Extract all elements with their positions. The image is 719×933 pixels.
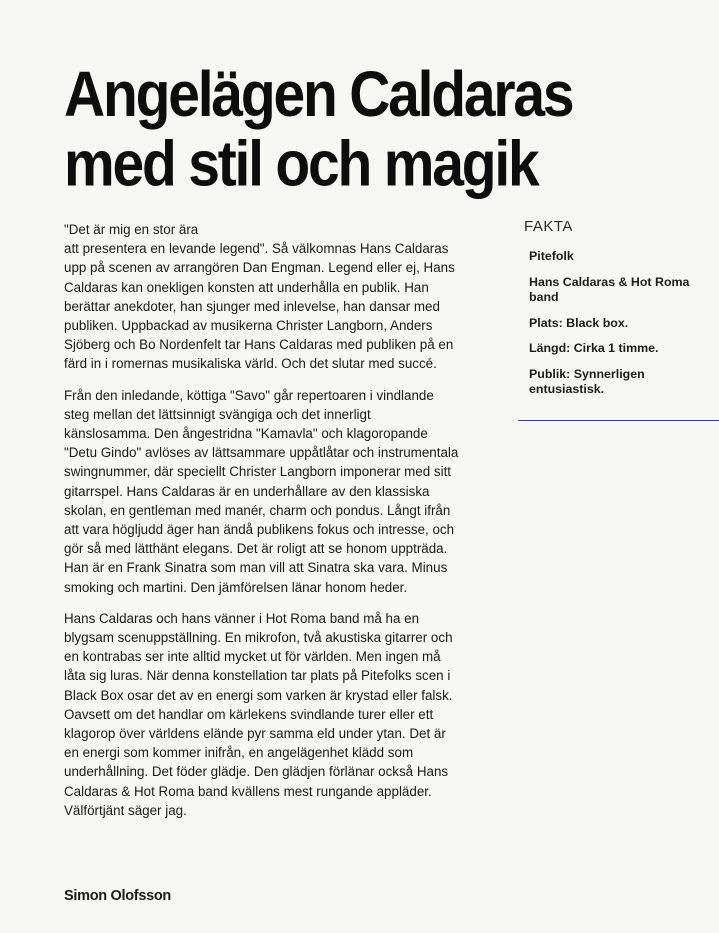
- text-line: publiken. Uppbackad av musikerna Christer Langborn, Anders: [64, 318, 433, 334]
- paragraph-2: [64, 386, 496, 597]
- fakta-item-venue: Plats: Black box.: [529, 315, 629, 330]
- text-line: blygsam scenuppställning. En mikrofon, två akustiska gitarrer och: [64, 630, 453, 646]
- headline-line-1: Angelägen Caldaras: [64, 58, 573, 131]
- fakta-item-audience: Publik: Synnerligen entusiastisk.: [529, 366, 645, 396]
- text-line: skolan, en gentleman med manér, charm och pondus. Långt ifrån: [64, 502, 451, 518]
- text-line: att presentera en levande legend". Så välkomnas Hans Caldaras: [64, 241, 449, 257]
- text-line: en kontrabas ser inte alltid mycket ut för världen. Men ingen må: [64, 649, 441, 665]
- text-line: låta sig luras. När denna konstellation tar plats på Pitefolks scen i: [64, 668, 451, 684]
- text-line: Välförtjänt säger jag.: [64, 802, 187, 818]
- text-line: berättar anekdoter, han sjunger med inlevelse, han dansar med: [64, 298, 440, 314]
- text-line: Han är en Frank Sinatra som man vill att Sinatra ska vara. Minus: [64, 560, 448, 576]
- headline-line-2: med stil och magik: [64, 128, 538, 200]
- text-line: Från den inledande, köttiga "Savo" går repertoaren i vindlande: [64, 387, 434, 403]
- text-line: Hans Caldaras och hans vänner i Hot Roma band må ha en: [64, 610, 420, 626]
- fakta-item-performer: Hans Caldaras & Hot Roma band: [529, 274, 690, 304]
- text-line: Sjöberg och Bo Nordenfelt tar Hans Caldaras med publiken på en: [64, 337, 454, 353]
- text-line: swingnummer, där speciellt Christer Langborn imponerar med sitt: [64, 464, 452, 480]
- fakta-list: [529, 249, 719, 398]
- text-line: Caldaras & Hot Roma band kvällens mest rungande appläder.: [64, 783, 432, 799]
- text-line: upp på scenen av arrangören Dan Engman. Legend eller ej, Hans: [64, 260, 455, 276]
- fakta-box: [518, 218, 719, 408]
- text-line: att vara högljudd äger han ändå publikens fokus och intresse, och: [64, 522, 455, 538]
- article-body: [64, 220, 496, 832]
- headline: [64, 60, 584, 199]
- text-line: "Detu Gindo" avlöses av lättsammare uppåtlåtar och instrumentala: [64, 445, 459, 461]
- text-line: känslosamma. Den ångestridna "Kamavla" och klagoropande: [64, 426, 428, 442]
- text-line: "Det är mig en stor ära: [64, 222, 199, 237]
- text-line: en energi som kommer inifrån, en angelägenhet klädd som: [64, 745, 414, 761]
- paragraph-1: [64, 220, 496, 374]
- fakta-title: FAKTA: [524, 218, 573, 235]
- text-line: steg mellan det lättsinnigt svängiga och det innerligt: [64, 406, 371, 422]
- fakta-item-length: Längd: Cirka 1 timme.: [529, 341, 659, 355]
- text-line: färd in i romernas musikaliska värld. Och det slutar med succé.: [64, 356, 437, 372]
- byline: Simon Olofsson: [64, 888, 171, 904]
- paragraph-3: [64, 609, 496, 820]
- text-line: gitarrspel. Hans Caldaras är en underhållare av den klassiska: [64, 483, 430, 499]
- text-line: smoking och martini. Den jämförelsen länar honom heder.: [64, 579, 408, 595]
- fakta-divider: [518, 420, 719, 421]
- text-line: Oavsett om det handlar om kärlekens svindlande turer eller ett: [64, 706, 434, 722]
- text-line: Caldaras kan onekligen konsten att underhålla en publik. Han: [64, 279, 429, 295]
- text-line: gör så med lätthänt elegans. Det är roligt att se honom uppträda.: [64, 541, 448, 557]
- text-line: underhållning. Det föder glädje. Den glädjen förlänar också Hans: [64, 764, 449, 780]
- text-line: klagorop över världens elände pyr samma eld under ytan. Det är: [64, 726, 446, 742]
- text-line: Black Box osar det av en energi som varken är krystad eller falsk.: [64, 687, 453, 703]
- fakta-item-event: Pitefolk: [529, 249, 574, 263]
